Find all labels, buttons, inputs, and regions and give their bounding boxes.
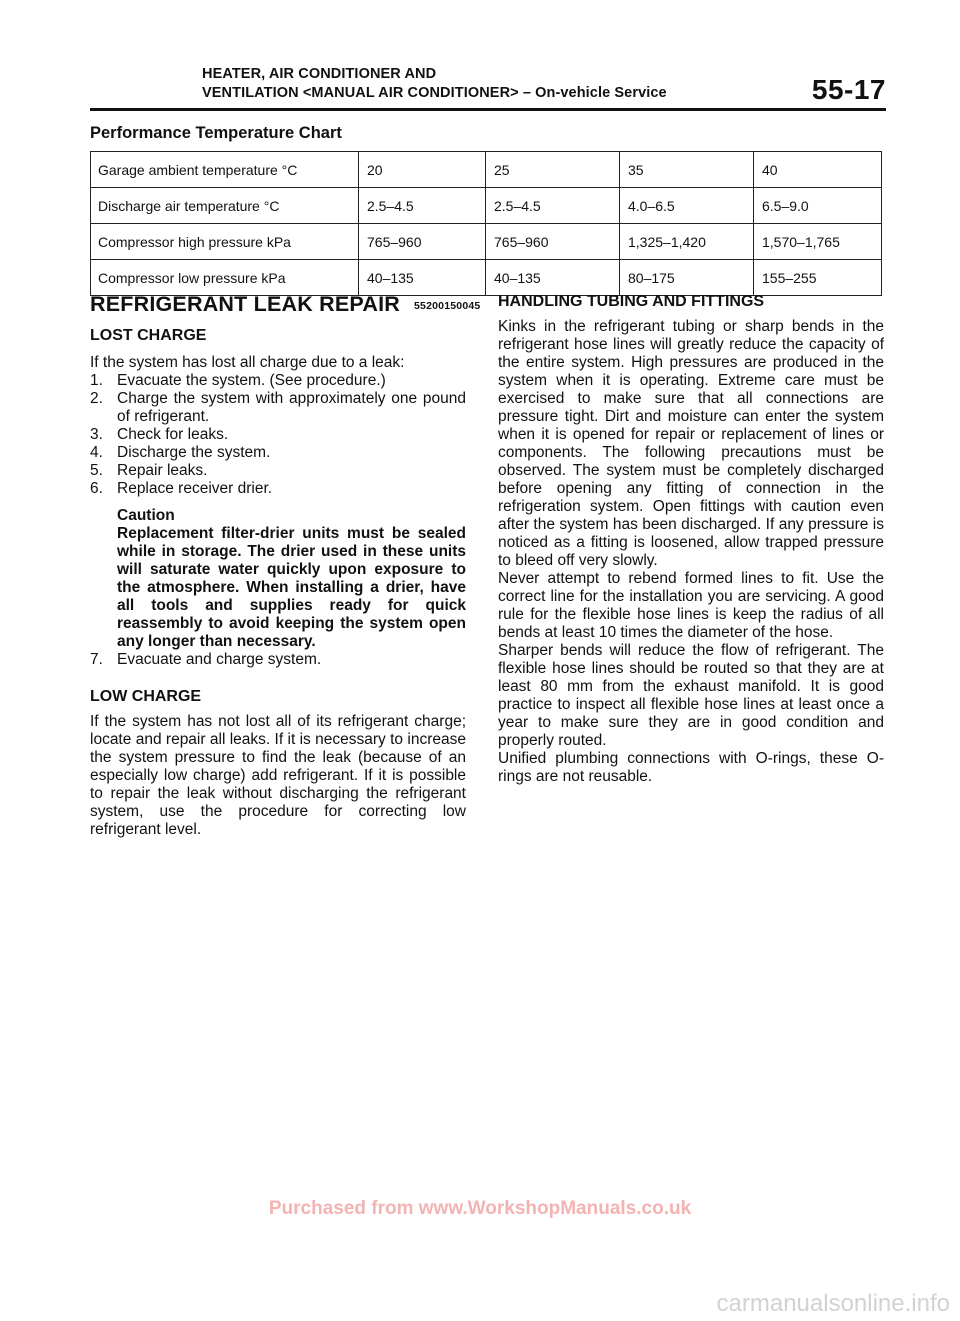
- list-item: [90, 651, 466, 669]
- row-label: Discharge air temperature °C: [91, 188, 359, 224]
- table-cell: 155–255: [754, 260, 882, 296]
- table-cell: 2.5–4.5: [486, 188, 620, 224]
- list-item: [90, 426, 466, 444]
- step-number: 5.: [90, 462, 103, 479]
- table-cell: 40–135: [486, 260, 620, 296]
- section-title: [90, 292, 481, 317]
- list-item: [90, 462, 466, 480]
- table-cell: 765–960: [359, 224, 486, 260]
- lost-charge-heading: LOST CHARGE: [90, 327, 207, 344]
- step-text: Discharge the system.: [117, 444, 271, 461]
- watermark: carmanualsonline.info: [716, 1290, 950, 1317]
- page-header: [90, 64, 886, 111]
- handling-paragraph: Unified plumbing connections with O-rings, these O-rings are not reusable.: [498, 750, 884, 785]
- step-text: Evacuate and charge system.: [117, 651, 322, 668]
- step-text: Replace receiver drier.: [117, 480, 273, 497]
- header-title-line1: HEATER, AIR CONDITIONER AND: [202, 66, 437, 82]
- list-item: [90, 390, 466, 426]
- step-list: [90, 372, 466, 498]
- table-cell: 40: [754, 152, 882, 188]
- table-row: [91, 224, 882, 260]
- list-item: [90, 444, 466, 462]
- table-cell: 80–175: [620, 260, 754, 296]
- table-row: [91, 260, 882, 296]
- caution-heading: Caution: [117, 507, 175, 524]
- low-charge-heading: LOW CHARGE: [90, 688, 202, 705]
- right-column: [498, 292, 884, 786]
- low-charge-text: If the system has not lost all of its refrigerant charge; locate and repair all leaks. If it is necessary to increase the system pressure to find the leak (because of an especially low charge) add refrigerant. If it is possible to repair the leak without discharging the refrigerant system, use the procedure for correcting low refrigerant level.: [90, 713, 466, 838]
- section-code: 55200150045: [414, 300, 481, 312]
- step-number: 4.: [90, 444, 103, 461]
- step-text: Evacuate the system. (See procedure.): [117, 372, 386, 389]
- section-title-text: REFRIGERANT LEAK REPAIR: [90, 292, 400, 316]
- lost-charge-intro: If the system has lost all charge due to a leak:: [90, 354, 405, 371]
- chart-title: Performance Temperature Chart: [90, 124, 342, 142]
- table-cell: 25: [486, 152, 620, 188]
- table-cell: 2.5–4.5: [359, 188, 486, 224]
- step-text: Charge the system with approximately one pound of refrigerant.: [117, 390, 466, 425]
- caution-box: [117, 507, 466, 651]
- table-cell: 20: [359, 152, 486, 188]
- table-cell: 4.0–6.5: [620, 188, 754, 224]
- list-item: [90, 372, 466, 390]
- table-cell: 1,570–1,765: [754, 224, 882, 260]
- row-label: Compressor high pressure kPa: [91, 224, 359, 260]
- table-cell: 40–135: [359, 260, 486, 296]
- list-item: [90, 480, 466, 498]
- row-label: Compressor low pressure kPa: [91, 260, 359, 296]
- left-column: [90, 292, 481, 839]
- table-cell: 6.5–9.0: [754, 188, 882, 224]
- header-title-line2: VENTILATION <MANUAL AIR CONDITIONER> – On-vehicle Service: [202, 85, 667, 101]
- row-label: Garage ambient temperature °C: [91, 152, 359, 188]
- step-text: Check for leaks.: [117, 426, 229, 443]
- page-number: 55-17: [811, 74, 886, 105]
- step-number: 2.: [90, 390, 103, 407]
- table-cell: 35: [620, 152, 754, 188]
- handling-paragraph: Kinks in the refrigerant tubing or sharp bends in the refrigerant hose lines will greatly reduce the capacity of the entire system. High pressures are produced in the system when it is operating. Extreme care must be exercised to make sure that all connections are pressure tight. Dirt and moisture can enter the system when it is opened for repair or replacement of lines or components. The following precautions must be observed. The system must be completely discharged before opening any fitting of connection in the refrigeration system. Open fittings with caution even after the system has been discharged. If any pressure is noticed as a fitting is loosened, allow trapped pressure to bleed off very slowly.: [498, 318, 884, 569]
- caution-text: Replacement filter-drier units must be sealed while in storage. The drier used in these units will saturate water quickly upon exposure to the atmosphere. When installing a drier, have all tools and supplies ready for quick reassembly to avoid keeping the system open any longer than necessary.: [117, 525, 466, 650]
- step-number: 6.: [90, 480, 103, 497]
- table-row: [91, 152, 882, 188]
- step-number: 3.: [90, 426, 103, 443]
- table-cell: 1,325–1,420: [620, 224, 754, 260]
- step-number: 7.: [90, 651, 103, 668]
- table-row: [91, 188, 882, 224]
- footer-text: Purchased from www.WorkshopManuals.co.uk: [268, 1198, 692, 1219]
- handling-heading: HANDLING TUBING AND FITTINGS: [498, 293, 765, 310]
- step-number: 1.: [90, 372, 103, 389]
- step-text: Repair leaks.: [117, 462, 208, 479]
- table-cell: 765–960: [486, 224, 620, 260]
- handling-paragraph: Sharper bends will reduce the flow of refrigerant. The flexible hose lines should be routed so that they are at least 80 mm from the exhaust manifold. It is good practice to inspect all flexible hose lines at least once a year to make sure they are in good condition and properly routed.: [498, 642, 884, 749]
- handling-paragraph: Never attempt to rebend formed lines to fit. Use the correct line for the installation you are servicing. A good rule for the flexible hose lines is keep the radius of all bends at least 10 times the diameter of the hose.: [498, 570, 884, 641]
- performance-table: [90, 151, 882, 296]
